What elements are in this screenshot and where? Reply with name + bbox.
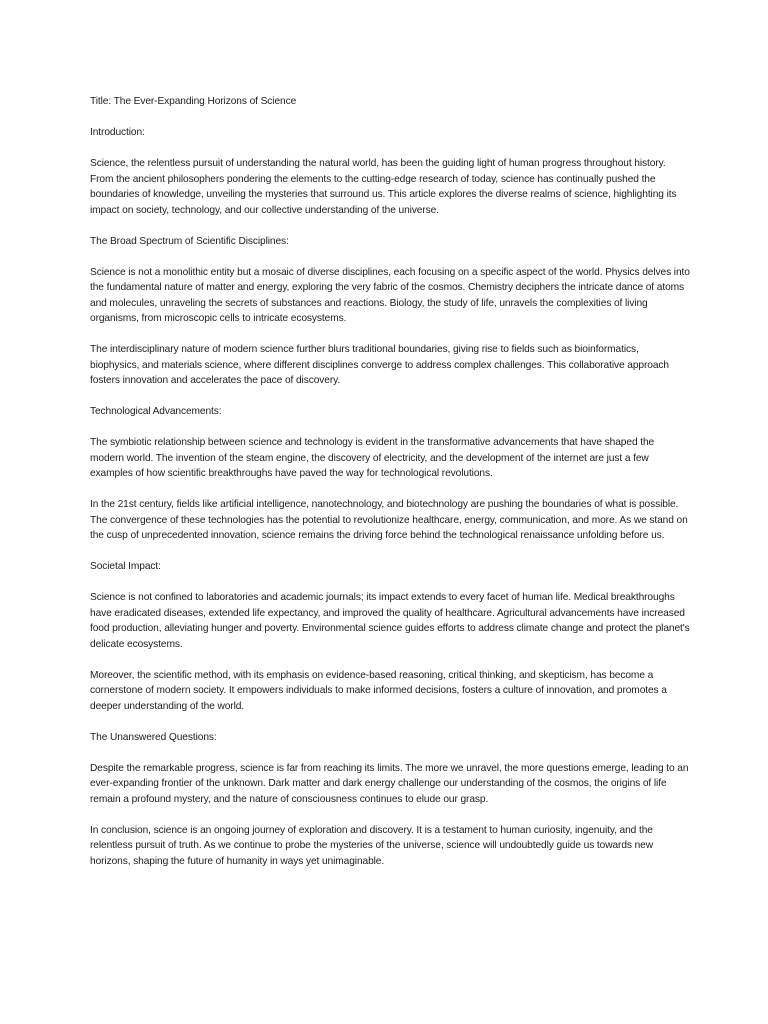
paragraph-disciplines-1: Science is not a monolithic entity but a mosaic of diverse disciplines, each focusing on a specific aspect of the world. Physics delves into the fundamental nature of matter and energy, exploring the very fabric of the cosmos. Chemistry deciphers the intricate dance of atoms and molecules, unraveling the secrets of substances and reactions. Biology, the study of life, unravels the complexities of living organisms, from microscopic cells to intricate ecosystems. xyxy=(90,266,690,324)
paragraph-technology-2: In the 21st century, fields like artificial intelligence, nanotechnology, and biotechnology are pushing the boundaries of what is possible. The convergence of these technologies has the potential to revolutionize healthcare, energy, communication, and more. As we stand on the cusp of unprecedented innovation, science remains the driving force behind the technological renaissance unfolding before us. xyxy=(90,499,688,541)
document-title: Title: The Ever-Expanding Horizons of Science xyxy=(90,96,297,107)
paragraph-societal-2: Moreover, the scientific method, with its emphasis on evidence-based reasoning, critical thinking, and skepticism, has become a cornerstone of modern society. It empowers individuals to make informed decisions, fosters a culture of innovation, and promotes a deeper understanding of the world. xyxy=(90,669,667,712)
paragraph-technology-1: The symbiotic relationship between science and technology is evident in the transformative advancements that have shaped the modern world. The invention of the steam engine, the discovery of electricity, and the development of the internet are just a few examples of how scientific breakthroughs have paved the way for technological revolutions. xyxy=(90,437,655,479)
heading-introduction: Introduction: xyxy=(90,127,145,138)
heading-unanswered-questions: The Unanswered Questions: xyxy=(90,731,217,743)
paragraph-disciplines-2: The interdisciplinary nature of modern science further blurs traditional boundaries, giving rise to fields such as bioinformatics, biophysics, and materials science, where different disciplines converge to address complex challenges. This collaborative approach fosters innovation and accelerates the pace of discovery. xyxy=(90,344,669,386)
paragraph-unanswered: Despite the remarkable progress, science is far from reaching its limits. The more we unravel, the more questions emerge, leading to an ever-expanding frontier of the unknown. Dark matter and dark energy challenge our understanding of the cosmos, the origins of life remain a profound mystery, and the nature of consciousness continues to elude our grasp. xyxy=(90,762,689,805)
paragraph-introduction: Science, the relentless pursuit of understanding the natural world, has been the guiding light of human progress throughout history. From the ancient philosophers pondering the elements to the cutting-edge research of today, science has continually pushed the boundaries of knowledge, unveiling the mysteries that surround us. This article explores the diverse realms of science, highlighting its impact on society, technology, and our collective understanding of the universe. xyxy=(90,158,677,216)
document-page xyxy=(90,94,690,885)
heading-societal-impact: Societal Impact: xyxy=(90,561,161,572)
heading-disciplines: The Broad Spectrum of Scientific Disciplines: xyxy=(90,235,289,247)
paragraph-societal-1: Science is not confined to laboratories and academic journals; its impact extends to every facet of human life. Medical breakthroughs have eradicated diseases, extended life expectancy, and improved the quality of healthcare. Agricultural advancements have increased food production, alleviating hunger and poverty. Environmental science guides efforts to address climate change and protect the planet's delicate ecosystems. xyxy=(90,592,690,650)
heading-technology: Technological Advancements: xyxy=(90,406,222,417)
paragraph-conclusion: In conclusion, science is an ongoing journey of exploration and discovery. It is a testament to human curiosity, ingenuity, and the relentless pursuit of truth. As we continue to probe the mysteries of the universe, science will undoubtedly guide us towards new horizons, shaping the future of humanity in ways yet unimaginable. xyxy=(90,824,654,867)
